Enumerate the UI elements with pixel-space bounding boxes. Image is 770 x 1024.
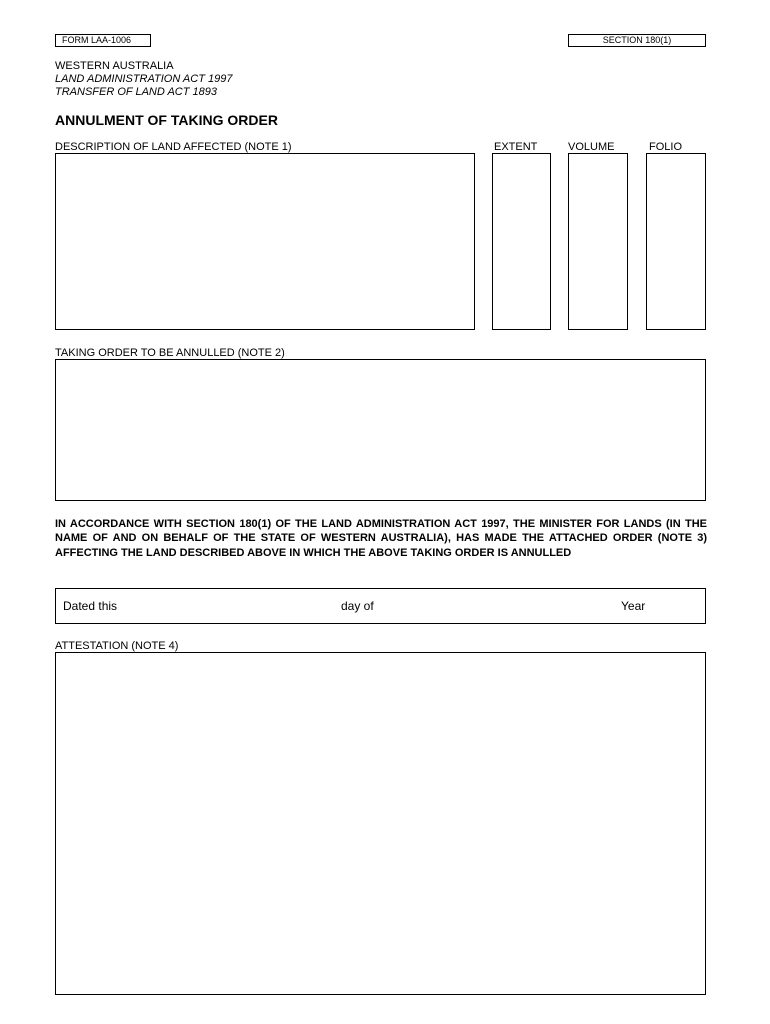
attestation-field[interactable] xyxy=(55,652,706,995)
form-id-text: FORM LAA-1006 xyxy=(62,35,132,45)
section-ref-text: SECTION 180(1) xyxy=(602,35,672,45)
day-of-label: day of xyxy=(341,599,374,613)
attestation-label: ATTESTATION (NOTE 4) xyxy=(55,640,179,652)
state-name: WESTERN AUSTRALIA xyxy=(55,60,174,72)
land-administration-act: LAND ADMINISTRATION ACT 1997 xyxy=(55,73,233,85)
folio-label: FOLIO xyxy=(649,141,683,153)
description-field[interactable] xyxy=(55,153,475,330)
annulment-statement: IN ACCORDANCE WITH SECTION 180(1) OF THE LAND ADMINISTRATION ACT 1997, THE MINISTER FOR LANDS (IN THE NAME OF AND ON BEHALF OF THE STATE OF WESTERN AUSTRALIA), HAS MADE THE ATTACHED ORDER (NOTE 3) AFFECTING THE LAND DESCRIBED ABOVE IN WHICH THE ABOVE TAKING ORDER IS ANNULLED xyxy=(55,518,707,559)
extent-label: EXTENT xyxy=(494,141,538,153)
volume-label: VOLUME xyxy=(568,141,615,153)
description-label: DESCRIPTION OF LAND AFFECTED (NOTE 1) xyxy=(55,141,292,153)
form-id-tag xyxy=(55,34,151,47)
section-ref-tag xyxy=(568,34,706,47)
transfer-of-land-act: TRANSFER OF LAND ACT 1893 xyxy=(55,86,217,98)
folio-field[interactable] xyxy=(646,153,706,330)
dated-this-label: Dated this xyxy=(63,599,118,613)
extent-field[interactable] xyxy=(492,153,551,330)
year-label: Year xyxy=(621,599,646,613)
volume-field[interactable] xyxy=(568,153,628,330)
form-title: ANNULMENT OF TAKING ORDER xyxy=(55,112,278,128)
taking-order-label: TAKING ORDER TO BE ANNULLED (NOTE 2) xyxy=(55,347,285,359)
dated-row xyxy=(55,588,706,624)
taking-order-field[interactable] xyxy=(55,359,706,501)
